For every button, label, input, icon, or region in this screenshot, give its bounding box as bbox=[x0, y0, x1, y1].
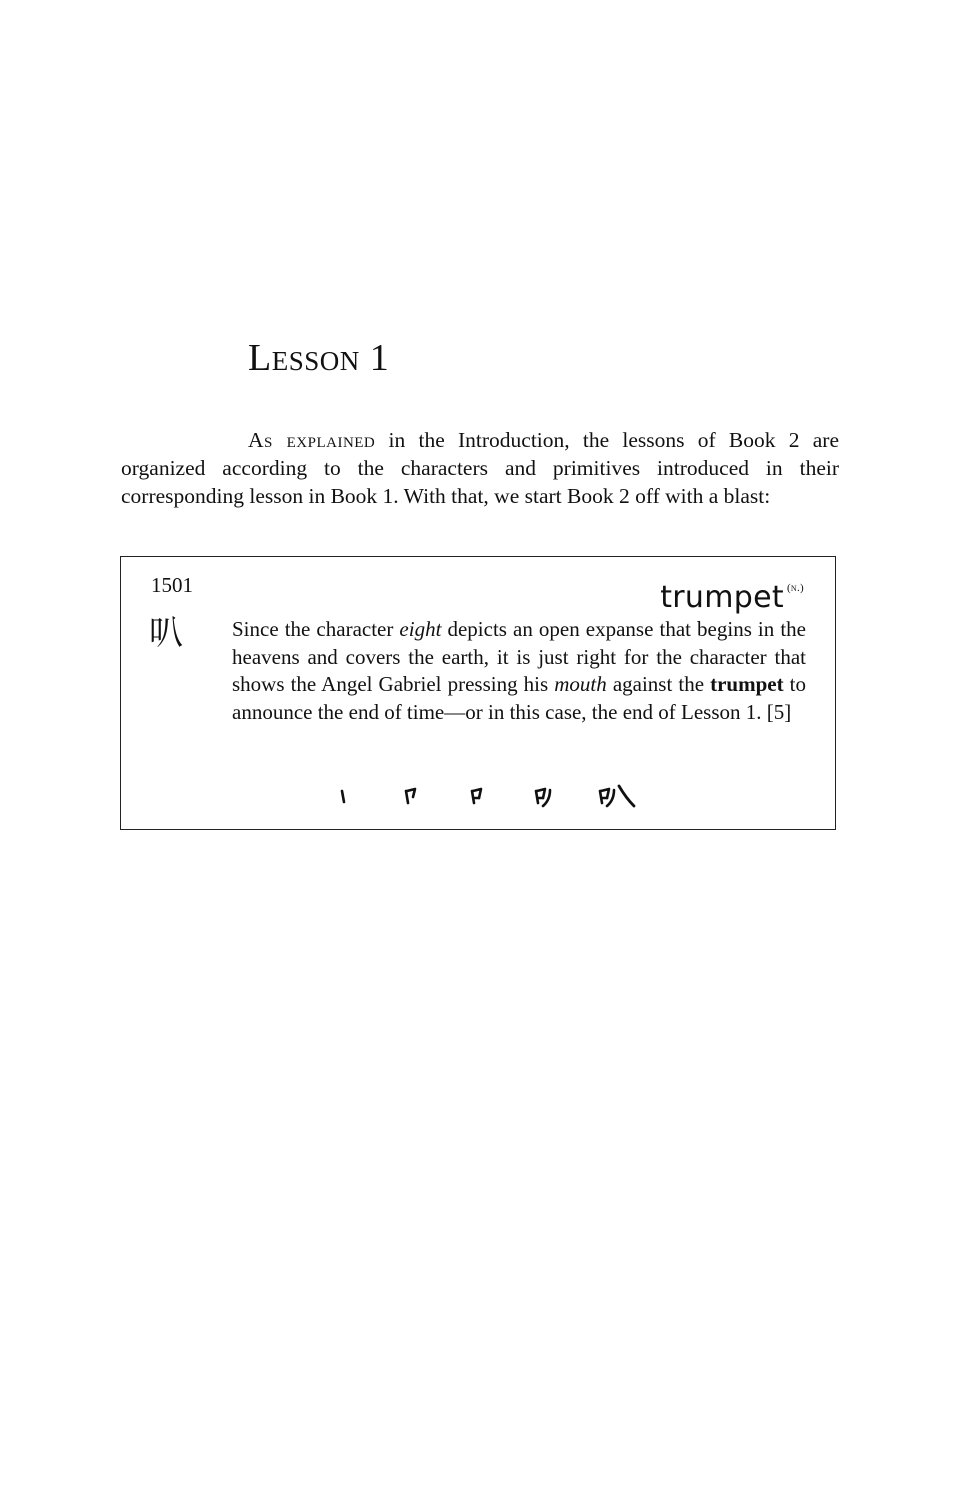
intro-paragraph bbox=[121, 426, 839, 510]
frame-explanation bbox=[232, 616, 806, 726]
body-keyword-bold: trumpet bbox=[710, 672, 784, 697]
stroke-order-diagram bbox=[330, 772, 660, 812]
intro-lead-small-caps: As explained bbox=[248, 428, 376, 452]
stroke-step-1 bbox=[330, 772, 396, 812]
body-segment: to announce the end of time—or in this case, the end of Lesson 1. [5] bbox=[232, 672, 807, 724]
stroke-step-4-glyph bbox=[528, 774, 574, 810]
stroke-step-5-glyph bbox=[594, 774, 640, 810]
part-of-speech: (n.) bbox=[786, 582, 804, 594]
body-segment: against the bbox=[606, 672, 711, 697]
stroke-step-2-glyph bbox=[396, 774, 442, 810]
frame-number: 1501 bbox=[151, 573, 193, 597]
lesson-title: Lesson 1 bbox=[248, 337, 390, 379]
body-emphasis-eight: eight bbox=[399, 617, 442, 641]
stroke-step-3-glyph bbox=[462, 774, 508, 810]
body-segment: Since the character bbox=[232, 617, 400, 641]
frame-keyword bbox=[660, 570, 804, 616]
intro-text: in the Introduction, the lessons of Book 2 are organized according to the characters and primitives introduced in their corresponding lesson in Book 1. With that, we start Book 2 off with a blast: bbox=[121, 428, 839, 508]
keyword-text: trumpet bbox=[660, 580, 784, 615]
stroke-step-2 bbox=[396, 772, 462, 812]
stroke-step-1-glyph bbox=[330, 774, 376, 810]
body-emphasis-mouth: mouth bbox=[554, 672, 607, 697]
stroke-step-5 bbox=[594, 772, 660, 812]
stroke-step-4 bbox=[528, 772, 594, 812]
body-segment: depicts an open expanse that begins in the heavens and covers the earth, it is just right for the character that shows the Angel Gabriel pressing his bbox=[232, 617, 806, 697]
frame-kanji-character: 叭 bbox=[149, 613, 183, 653]
stroke-step-3 bbox=[462, 772, 528, 812]
